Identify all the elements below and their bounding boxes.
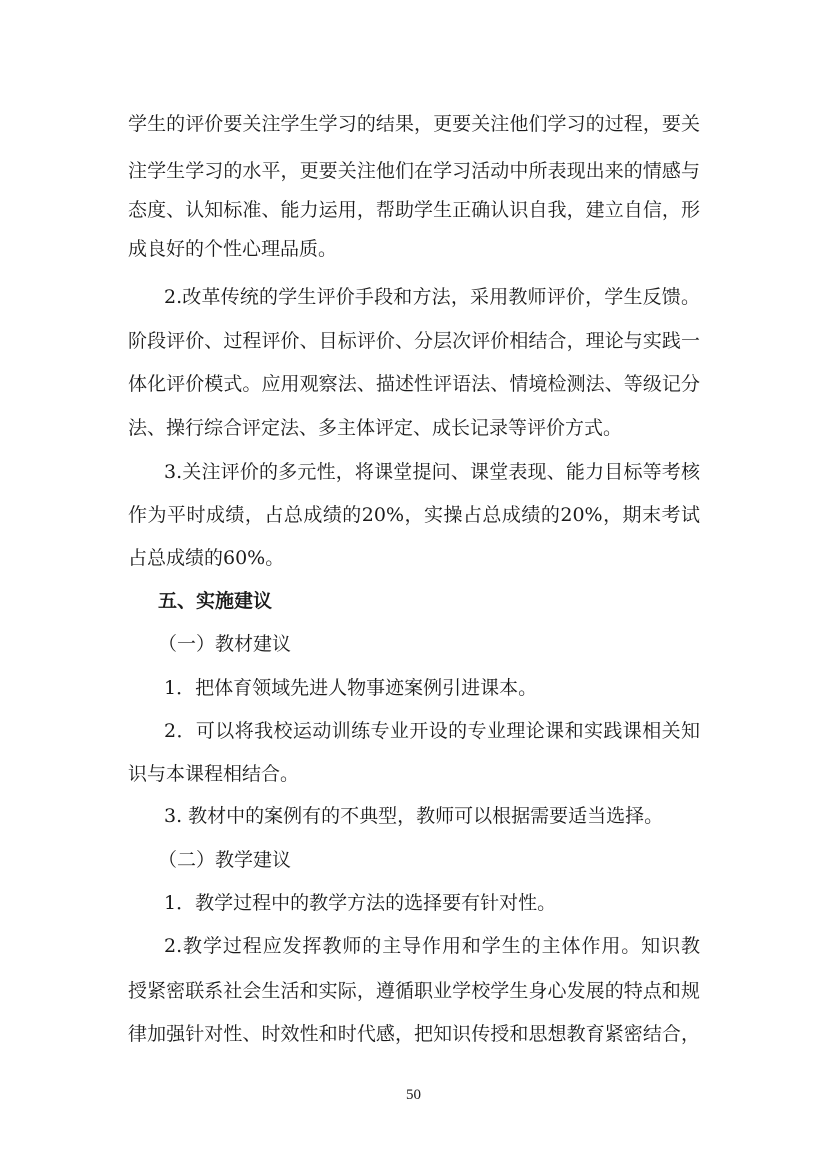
text-line: 法、操行综合评定法、多主体评定、成长记录等评价方式。 [128,417,623,439]
list-item: 1．把体育领域先进人物事迹案例引进课本。 [164,677,538,699]
text-line: 3.关注评价的多元性，将课堂提问、课堂表现、能力目标等考核 [164,461,700,483]
text-line: 阶段评价、过程评价、目标评价、分层次评价相结合，理论与实践一 [128,330,700,352]
text-line: 体化评价模式。应用观察法、描述性评语法、情境检测法、等级记分 [128,373,700,395]
list-item: 2.教学过程应发挥教师的主导作用和学生的主体作用。知识教 [164,935,700,957]
subsection-heading: （二）教学建议 [158,849,292,871]
list-item: 1．教学过程中的教学方法的选择要有针对性。 [164,892,557,914]
subsection-heading: （一）教材建议 [158,633,292,655]
list-item: 授紧密联系社会生活和实际，遵循职业学校学生身心发展的特点和规 [128,980,700,1002]
section-heading: 五、实施建议 [158,590,273,612]
list-item: 律加强针对性、时效性和时代感，把知识传授和思想教育紧密结合， [128,1023,700,1045]
text-line: 2.改革传统的学生评价手段和方法，采用教师评价，学生反馈。 [164,286,700,308]
page-number: 50 [406,1087,421,1103]
list-item: 3. 教材中的案例有的不典型，教师可以根据需要适当选择。 [164,805,664,827]
list-item: 识与本课程相结合。 [128,763,300,785]
text-line: 成良好的个性心理品质。 [128,238,338,260]
text-line: 注学生学习的水平，更要关注他们在学习活动中所表现出来的情感与 [128,160,700,182]
text-line: 作为平时成绩，占总成绩的20%，实操占总成绩的20%，期末考试 [128,504,700,526]
text-line: 占总成绩的60%。 [128,547,285,569]
text-line: 学生的评价要关注学生学习的结果，更要关注他们学习的过程，要关 [128,113,700,135]
list-item: 2．可以将我校运动训练专业开设的专业理论课和实践课相关知 [164,720,700,742]
text-line: 态度、认知标准、能力运用，帮助学生正确认识自我，建立自信，形 [128,199,700,221]
